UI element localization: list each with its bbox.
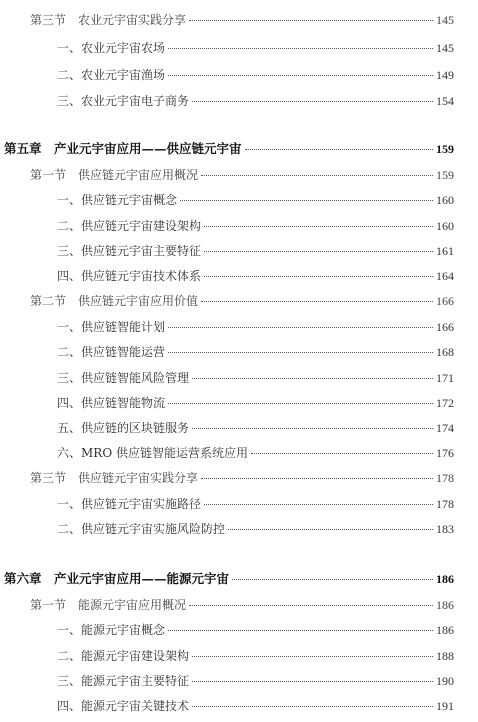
dot-leader (168, 327, 433, 328)
toc-chapter-line (4, 141, 454, 157)
toc-page-number: 160 (436, 193, 454, 207)
dot-leader (189, 605, 433, 606)
dot-leader (168, 352, 433, 353)
dot-leader (201, 301, 433, 302)
toc-entry-title: 五、供应链的区块链服务 (57, 421, 190, 435)
toc-page-number: 154 (436, 94, 454, 108)
toc-section-line (30, 597, 454, 613)
toc-entry-title: 第三节 供应链元宇宙实践分享 (30, 471, 199, 485)
toc-item-line (57, 521, 454, 537)
toc-item-line (57, 218, 454, 234)
dot-leader (192, 681, 433, 682)
toc-entry-title: 一、供应链智能计划 (57, 320, 166, 334)
toc-item-line (57, 370, 454, 386)
dot-leader (192, 706, 433, 707)
toc-page-number: 161 (436, 244, 454, 258)
toc-section-line (30, 293, 454, 309)
dot-leader (168, 75, 433, 76)
dot-leader (168, 630, 433, 631)
toc-page-number: 159 (436, 168, 454, 182)
toc-entry-title: 第一节 供应链元宇宙应用概况 (30, 168, 199, 182)
toc-page-number: 171 (436, 371, 454, 385)
dot-leader (245, 149, 433, 150)
dot-leader (204, 226, 433, 227)
dot-leader (189, 20, 433, 21)
toc-page-number: 145 (436, 41, 454, 55)
toc-page-number: 190 (436, 674, 454, 688)
toc-entry-title: 六、MRO 供应链智能运营系统应用 (57, 446, 248, 460)
toc-entry-title: 第一节 能源元宇宙应用概况 (30, 598, 187, 612)
toc-entry-title: 三、能源元宇宙主要特征 (57, 674, 190, 688)
toc-entry-title: 第三节 农业元宇宙实践分享 (30, 13, 187, 27)
toc-entry-title: 一、能源元宇宙概念 (57, 623, 166, 637)
toc-item-line (57, 344, 454, 360)
toc-item-line (57, 243, 454, 259)
toc-entry-title: 三、供应链元宇宙主要特征 (57, 244, 202, 258)
toc-page-number: 160 (436, 219, 454, 233)
toc-page-number: 174 (436, 421, 454, 435)
toc-entry-title: 第五章 产业元宇宙应用——供应链元宇宙 (4, 141, 242, 156)
dot-leader (204, 276, 433, 277)
dot-leader (251, 453, 433, 454)
dot-leader (201, 478, 433, 479)
toc-entry-title: 三、农业元宇宙电子商务 (57, 94, 190, 108)
toc-entry-title: 三、供应链智能风险管理 (57, 371, 190, 385)
toc-entry-title: 四、供应链智能物流 (57, 396, 166, 410)
toc-entry-title: 一、农业元宇宙农场 (57, 41, 166, 55)
toc-page-number: 186 (436, 623, 454, 637)
dot-leader (204, 504, 433, 505)
toc-page-number: 183 (436, 522, 454, 536)
dot-leader (192, 378, 433, 379)
toc-entry-title: 二、能源元宇宙建设架构 (57, 649, 190, 663)
toc-item-line (57, 40, 454, 56)
toc-page-number: 178 (436, 471, 454, 485)
toc-item-line (57, 192, 454, 208)
toc-item-line (57, 496, 454, 512)
toc-entry-title: 四、供应链元宇宙技术体系 (57, 269, 202, 283)
toc-entry-title: 一、供应链元宇宙实施路径 (57, 497, 202, 511)
toc-chapter-line (4, 571, 454, 587)
toc-entry-title: 二、供应链元宇宙实施风险防控 (57, 522, 226, 536)
dot-leader (201, 175, 433, 176)
toc-entry-title: 第二节 供应链元宇宙应用价值 (30, 294, 199, 308)
toc-entry-title: 一、供应链元宇宙概念 (57, 193, 178, 207)
toc-page-number: 188 (436, 649, 454, 663)
toc-page-number: 176 (436, 446, 454, 460)
dot-leader (228, 529, 433, 530)
toc-item-line (57, 445, 454, 461)
toc-page-number: 145 (436, 13, 454, 27)
toc-page-number: 149 (436, 68, 454, 82)
toc-entry-title: 二、农业元宇宙渔场 (57, 68, 166, 82)
toc-page-number: 186 (436, 572, 454, 586)
toc-item-line (57, 698, 454, 714)
dot-leader (168, 403, 433, 404)
toc-item-line (57, 67, 454, 83)
toc-page-number: 186 (436, 598, 454, 612)
toc-section-line (30, 12, 454, 28)
dot-leader (192, 101, 433, 102)
dot-leader (168, 48, 433, 49)
toc-item-line (57, 420, 454, 436)
dot-leader (232, 579, 433, 580)
toc-item-line (57, 395, 454, 411)
dot-leader (192, 656, 433, 657)
toc-item-line (57, 648, 454, 664)
toc-page-number: 164 (436, 269, 454, 283)
dot-leader (204, 251, 433, 252)
toc-section-line (30, 470, 454, 486)
toc-page-number: 178 (436, 497, 454, 511)
toc-entry-title: 四、能源元宇宙关键技术 (57, 699, 190, 713)
toc-entry-title: 二、供应链智能运营 (57, 345, 166, 359)
toc-page-number: 191 (436, 699, 454, 713)
toc-page-number: 166 (436, 294, 454, 308)
dot-leader (192, 428, 433, 429)
toc-item-line (57, 93, 454, 109)
toc-item-line (57, 319, 454, 335)
toc-entry-title: 第六章 产业元宇宙应用——能源元宇宙 (4, 571, 230, 586)
toc-page-number: 166 (436, 320, 454, 334)
toc-item-line (57, 622, 454, 638)
toc-page-number: 168 (436, 345, 454, 359)
toc-page-number: 159 (436, 142, 454, 156)
toc-item-line (57, 268, 454, 284)
toc-item-line (57, 673, 454, 689)
toc-section-line (30, 167, 454, 183)
toc-page-number: 172 (436, 396, 454, 410)
dot-leader (180, 200, 433, 201)
toc-entry-title: 二、供应链元宇宙建设架构 (57, 219, 202, 233)
